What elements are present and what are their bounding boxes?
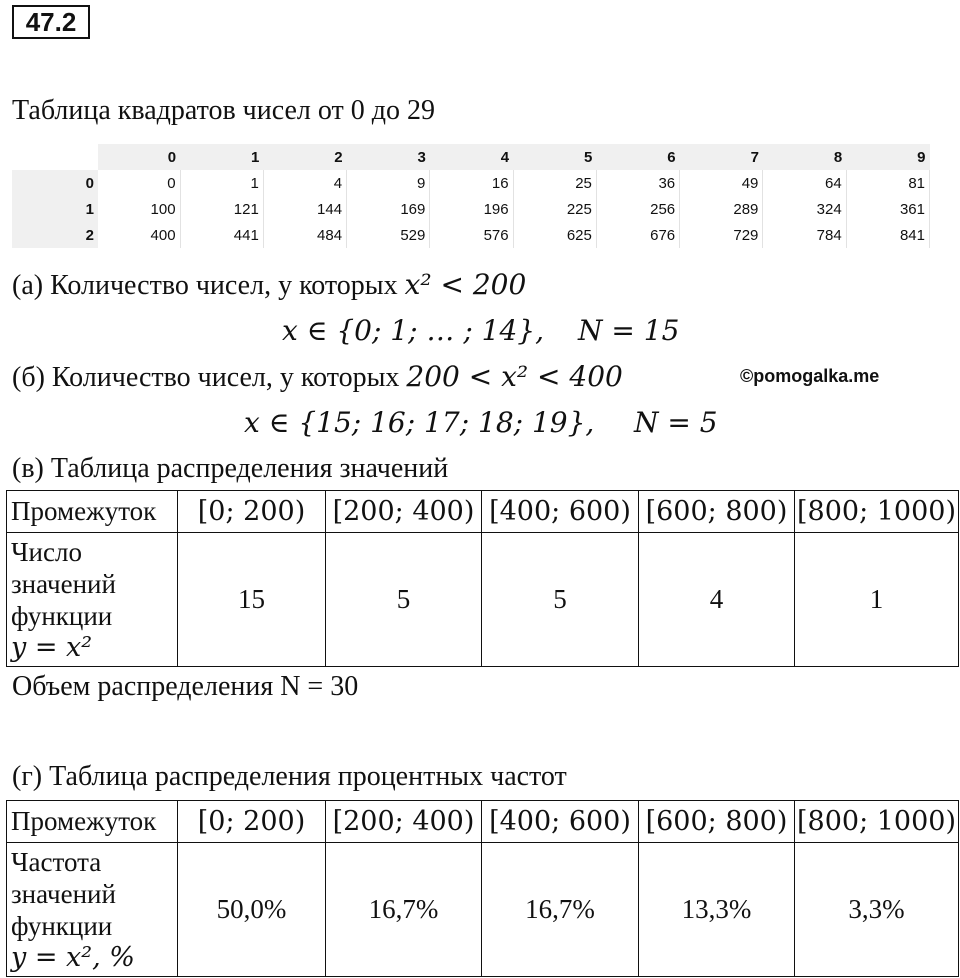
percent-cell: 16,7% — [482, 843, 639, 977]
table-cell: 144 — [263, 196, 346, 222]
table-cell: 81 — [846, 170, 929, 196]
interval-header: [200; 400) — [326, 801, 482, 843]
interval-header: [800; 1000) — [795, 801, 959, 843]
squares-table — [12, 144, 930, 248]
col-header: 5 — [513, 144, 596, 170]
table-cell: 256 — [596, 196, 679, 222]
count-cell: 4 — [639, 533, 795, 667]
percent-header-row — [7, 801, 959, 843]
header-label: Промежуток — [7, 801, 178, 843]
part-b-statement — [12, 360, 623, 395]
interval-header: [200; 400) — [326, 491, 482, 533]
table-cell: 400 — [98, 222, 180, 248]
table-cell: 100 — [98, 196, 180, 222]
col-header: 4 — [430, 144, 513, 170]
row-label-line: функции — [11, 910, 113, 941]
table-cell: 121 — [180, 196, 263, 222]
percent-table — [6, 800, 959, 977]
table-cell: 1 — [180, 170, 263, 196]
part-b-set: x ∈ {15; 16; 17; 18; 19}, — [244, 406, 595, 439]
table-cell: 9 — [347, 170, 430, 196]
part-a-statement — [12, 268, 526, 303]
part-b-count: N = 5 — [634, 406, 718, 439]
part-a-count: N = 15 — [578, 314, 680, 347]
count-cell: 5 — [482, 533, 639, 667]
row-header: 1 — [12, 196, 98, 222]
col-header: 0 — [98, 144, 180, 170]
squares-header-row — [12, 144, 930, 170]
col-header: 3 — [347, 144, 430, 170]
percent-cell: 3,3% — [795, 843, 959, 977]
distribution-volume: Объем распределения N = 30 — [12, 671, 359, 702]
table-cell: 576 — [430, 222, 513, 248]
table-row — [12, 196, 930, 222]
interval-header: [0; 200) — [178, 491, 326, 533]
table-cell: 441 — [180, 222, 263, 248]
table-row — [12, 170, 930, 196]
col-header: 8 — [763, 144, 846, 170]
count-cell: 15 — [178, 533, 326, 667]
table-cell: 225 — [513, 196, 596, 222]
table-cell: 676 — [596, 222, 679, 248]
table-cell: 16 — [430, 170, 513, 196]
col-header: 6 — [596, 144, 679, 170]
interval-header: [400; 600) — [482, 801, 639, 843]
row-label-formula: y = x², % — [11, 941, 135, 973]
header-label: Промежуток — [7, 491, 178, 533]
part-a-text: (а) Количество чисел, у которых — [12, 270, 405, 301]
table-cell: 361 — [846, 196, 929, 222]
part-c-title: (в) Таблица распределения значений — [12, 453, 449, 484]
table-cell: 841 — [846, 222, 929, 248]
table-title: Таблица квадратов чисел от 0 до 29 — [12, 95, 436, 126]
col-header: 7 — [680, 144, 763, 170]
table-cell: 49 — [680, 170, 763, 196]
percent-cell: 13,3% — [639, 843, 795, 977]
part-a-condition: x² < 200 — [404, 268, 527, 301]
percent-cell: 50,0% — [178, 843, 326, 977]
interval-header: [0; 200) — [178, 801, 326, 843]
table-cell: 4 — [263, 170, 346, 196]
table-cell: 729 — [680, 222, 763, 248]
table-row — [12, 222, 930, 248]
row-label — [7, 843, 178, 977]
row-header: 2 — [12, 222, 98, 248]
col-header: 1 — [180, 144, 263, 170]
table-cell: 64 — [763, 170, 846, 196]
table-cell: 36 — [596, 170, 679, 196]
percent-values-row — [7, 843, 959, 977]
interval-header: [600; 800) — [639, 491, 795, 533]
table-cell: 0 — [98, 170, 180, 196]
col-header: 2 — [263, 144, 346, 170]
table-cell: 484 — [263, 222, 346, 248]
table-cell: 25 — [513, 170, 596, 196]
row-label — [7, 533, 178, 667]
part-b-text: (б) Количество чисел, у которых — [12, 362, 407, 393]
corner-cell — [12, 144, 98, 170]
row-label-line: значений — [11, 568, 116, 599]
part-a-set: x ∈ {0; 1; … ; 14}, — [282, 314, 545, 347]
interval-header: [800; 1000) — [795, 491, 959, 533]
table-cell: 784 — [763, 222, 846, 248]
part-b-condition: 200 < x² < 400 — [406, 360, 623, 393]
distribution-table — [6, 490, 959, 667]
col-header: 9 — [846, 144, 929, 170]
table-cell: 196 — [430, 196, 513, 222]
interval-header: [400; 600) — [482, 491, 639, 533]
table-cell: 324 — [763, 196, 846, 222]
part-d-title: (г) Таблица распределения процентных частот — [12, 761, 567, 792]
table-cell: 529 — [347, 222, 430, 248]
distribution-header-row — [7, 491, 959, 533]
interval-header: [600; 800) — [639, 801, 795, 843]
table-cell: 169 — [347, 196, 430, 222]
percent-cell: 16,7% — [326, 843, 482, 977]
row-header: 0 — [12, 170, 98, 196]
count-cell: 5 — [326, 533, 482, 667]
row-label-line: функции — [11, 600, 113, 631]
row-label-line: значений — [11, 878, 116, 909]
table-cell: 625 — [513, 222, 596, 248]
watermark: ©pomogalka.me — [740, 366, 880, 386]
problem-number: 47.2 — [12, 5, 90, 39]
count-cell: 1 — [795, 533, 959, 667]
row-label-formula: y = x² — [11, 631, 93, 663]
distribution-values-row — [7, 533, 959, 667]
row-label-line: Число — [11, 536, 82, 567]
table-cell: 289 — [680, 196, 763, 222]
row-label-line: Частота — [11, 846, 102, 877]
